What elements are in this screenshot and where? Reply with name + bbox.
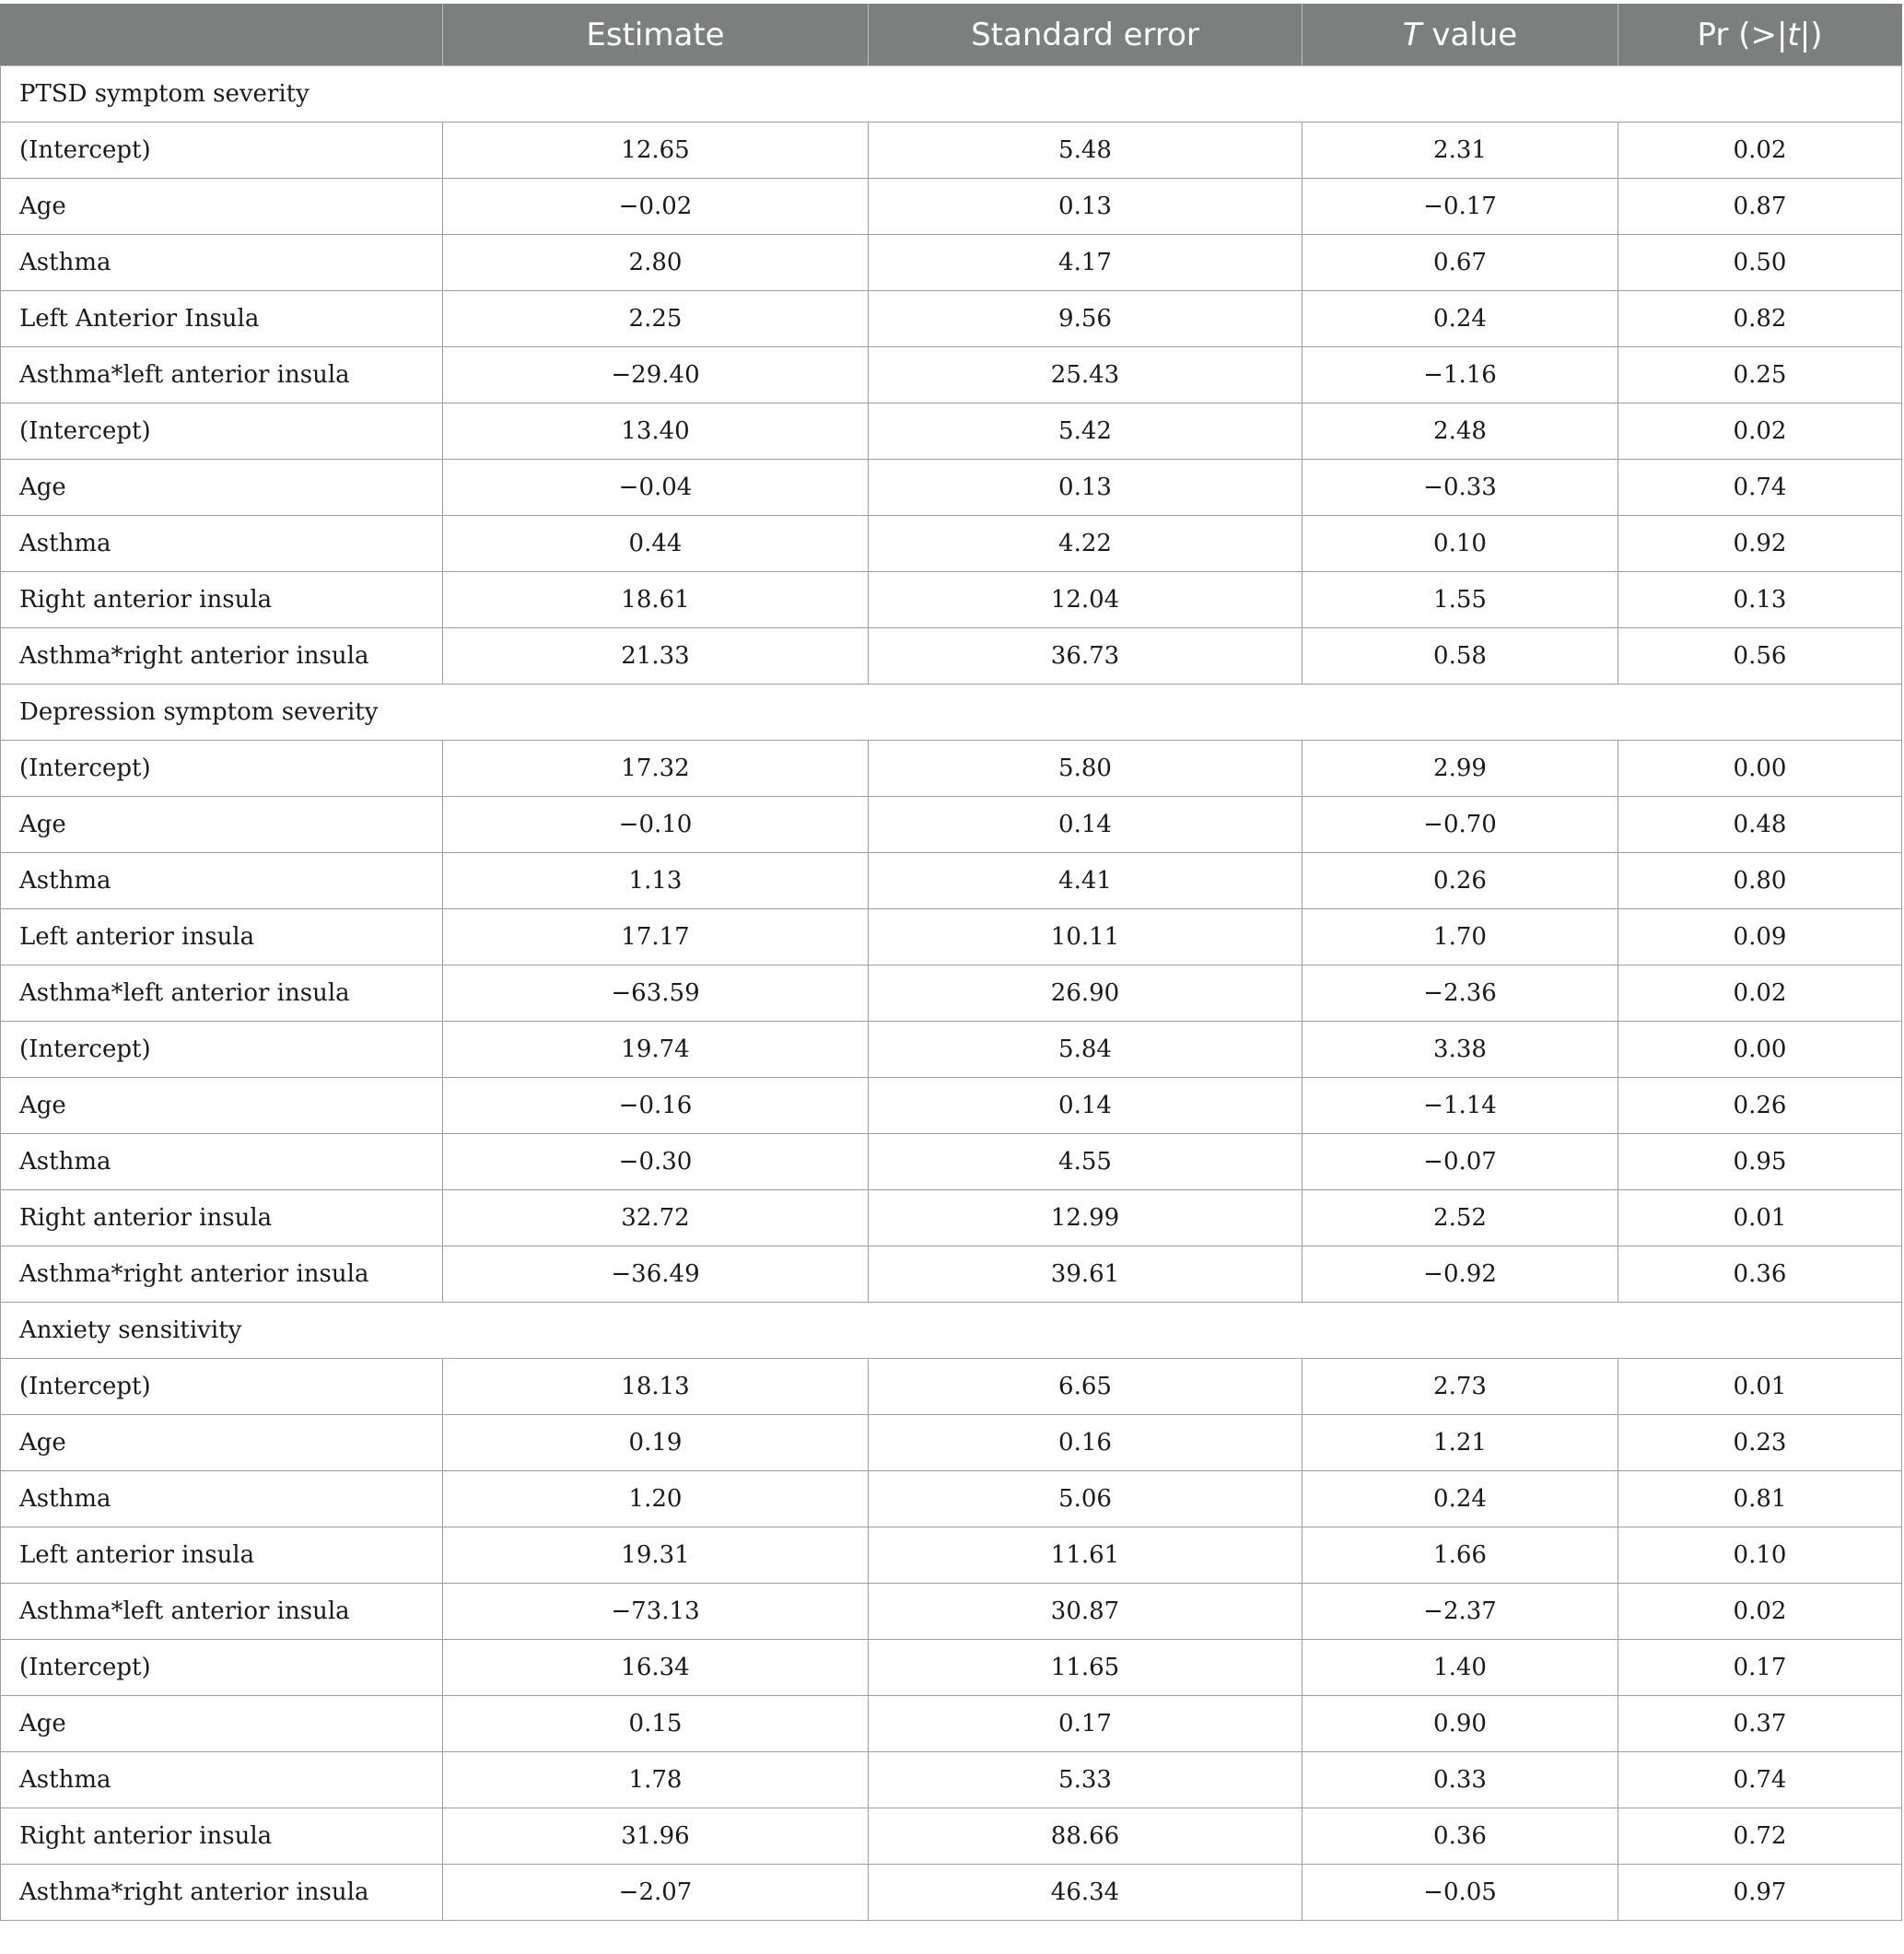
p-value-cell: 0.02 bbox=[1618, 123, 1902, 179]
standard-error-cell: 5.84 bbox=[869, 1022, 1302, 1078]
table-row bbox=[1, 797, 1902, 853]
row-label: Age bbox=[1, 179, 443, 235]
estimate-cell: 19.31 bbox=[443, 1527, 869, 1584]
estimate-cell: 0.15 bbox=[443, 1696, 869, 1752]
standard-error-cell: 4.22 bbox=[869, 516, 1302, 572]
section-title: Depression symptom severity bbox=[1, 684, 1902, 741]
row-label: Right anterior insula bbox=[1, 1190, 443, 1246]
row-label: Asthma*left anterior insula bbox=[1, 965, 443, 1022]
header-standard-error: Standard error bbox=[869, 4, 1302, 66]
estimate-cell: 18.61 bbox=[443, 572, 869, 628]
section-header-row bbox=[1, 66, 1902, 123]
table-row bbox=[1, 1527, 1902, 1584]
regression-results-table bbox=[0, 4, 1902, 1921]
table-row bbox=[1, 572, 1902, 628]
p-value-cell: 0.36 bbox=[1618, 1246, 1902, 1303]
row-label: Left anterior insula bbox=[1, 909, 443, 965]
row-label: Age bbox=[1, 797, 443, 853]
row-label: Asthma bbox=[1, 1752, 443, 1808]
estimate-cell: 17.32 bbox=[443, 741, 869, 797]
row-label: (Intercept) bbox=[1, 1359, 443, 1415]
table-row bbox=[1, 1808, 1902, 1865]
p-value-cell: 0.97 bbox=[1618, 1865, 1902, 1921]
t-value-cell: 3.38 bbox=[1302, 1022, 1618, 1078]
standard-error-cell: 36.73 bbox=[869, 628, 1302, 684]
p-value-cell: 0.25 bbox=[1618, 347, 1902, 404]
table-row bbox=[1, 1696, 1902, 1752]
estimate-cell: 2.25 bbox=[443, 291, 869, 347]
table-row bbox=[1, 628, 1902, 684]
estimate-cell: −0.10 bbox=[443, 797, 869, 853]
p-value-cell: 0.23 bbox=[1618, 1415, 1902, 1471]
estimate-cell: 0.44 bbox=[443, 516, 869, 572]
estimate-cell: 19.74 bbox=[443, 1022, 869, 1078]
section-title: PTSD symptom severity bbox=[1, 66, 1902, 123]
table-row bbox=[1, 741, 1902, 797]
header-estimate: Estimate bbox=[443, 4, 869, 66]
t-value-cell: −2.37 bbox=[1302, 1584, 1618, 1640]
t-value-cell: −0.05 bbox=[1302, 1865, 1618, 1921]
row-label: Age bbox=[1, 1415, 443, 1471]
table-row bbox=[1, 1415, 1902, 1471]
table-row bbox=[1, 123, 1902, 179]
standard-error-cell: 4.41 bbox=[869, 853, 1302, 909]
standard-error-cell: 46.34 bbox=[869, 1865, 1302, 1921]
estimate-cell: 1.13 bbox=[443, 853, 869, 909]
p-value-cell: 0.13 bbox=[1618, 572, 1902, 628]
estimate-cell: 21.33 bbox=[443, 628, 869, 684]
standard-error-cell: 5.80 bbox=[869, 741, 1302, 797]
t-value-cell: −2.36 bbox=[1302, 965, 1618, 1022]
table-row bbox=[1, 1471, 1902, 1527]
row-label: Right anterior insula bbox=[1, 1808, 443, 1865]
row-label: Asthma bbox=[1, 1134, 443, 1190]
table-row bbox=[1, 1865, 1902, 1921]
p-value-cell: 0.72 bbox=[1618, 1808, 1902, 1865]
standard-error-cell: 12.04 bbox=[869, 572, 1302, 628]
standard-error-cell: 0.17 bbox=[869, 1696, 1302, 1752]
standard-error-cell: 11.61 bbox=[869, 1527, 1302, 1584]
t-value-cell: 2.99 bbox=[1302, 741, 1618, 797]
table-row bbox=[1, 1022, 1902, 1078]
row-label: Asthma*right anterior insula bbox=[1, 1865, 443, 1921]
row-label: Asthma bbox=[1, 1471, 443, 1527]
row-label: Left anterior insula bbox=[1, 1527, 443, 1584]
p-value-cell: 0.81 bbox=[1618, 1471, 1902, 1527]
p-value-cell: 0.10 bbox=[1618, 1527, 1902, 1584]
row-label: Age bbox=[1, 1696, 443, 1752]
standard-error-cell: 0.13 bbox=[869, 460, 1302, 516]
standard-error-cell: 4.17 bbox=[869, 235, 1302, 291]
t-value-cell: 2.52 bbox=[1302, 1190, 1618, 1246]
t-value-cell: −1.14 bbox=[1302, 1078, 1618, 1134]
standard-error-cell: 0.16 bbox=[869, 1415, 1302, 1471]
table-row bbox=[1, 1584, 1902, 1640]
t-value-cell: 0.67 bbox=[1302, 235, 1618, 291]
section-header-row bbox=[1, 684, 1902, 741]
t-value-cell: 0.26 bbox=[1302, 853, 1618, 909]
t-value-cell: 1.40 bbox=[1302, 1640, 1618, 1696]
standard-error-cell: 9.56 bbox=[869, 291, 1302, 347]
header-t-value bbox=[1302, 4, 1618, 66]
table-row bbox=[1, 347, 1902, 404]
p-value-cell: 0.00 bbox=[1618, 1022, 1902, 1078]
estimate-cell: −0.30 bbox=[443, 1134, 869, 1190]
p-value-cell: 0.56 bbox=[1618, 628, 1902, 684]
estimate-cell: 2.80 bbox=[443, 235, 869, 291]
p-value-cell: 0.74 bbox=[1618, 1752, 1902, 1808]
estimate-cell: −0.16 bbox=[443, 1078, 869, 1134]
p-value-cell: 0.02 bbox=[1618, 404, 1902, 460]
p-value-cell: 0.87 bbox=[1618, 179, 1902, 235]
table-row bbox=[1, 1078, 1902, 1134]
estimate-cell: 31.96 bbox=[443, 1808, 869, 1865]
row-label: Asthma*left anterior insula bbox=[1, 1584, 443, 1640]
t-value-cell: −0.70 bbox=[1302, 797, 1618, 853]
estimate-cell: 17.17 bbox=[443, 909, 869, 965]
standard-error-cell: 10.11 bbox=[869, 909, 1302, 965]
estimate-cell: 1.20 bbox=[443, 1471, 869, 1527]
row-label: (Intercept) bbox=[1, 741, 443, 797]
estimate-cell: −2.07 bbox=[443, 1865, 869, 1921]
p-value-cell: 0.50 bbox=[1618, 235, 1902, 291]
row-label: (Intercept) bbox=[1, 1022, 443, 1078]
standard-error-cell: 0.13 bbox=[869, 179, 1302, 235]
header-p-value bbox=[1618, 4, 1902, 66]
table-row bbox=[1, 1246, 1902, 1303]
estimate-cell: −73.13 bbox=[443, 1584, 869, 1640]
row-label: (Intercept) bbox=[1, 123, 443, 179]
t-value-cell: 0.24 bbox=[1302, 1471, 1618, 1527]
standard-error-cell: 25.43 bbox=[869, 347, 1302, 404]
standard-error-cell: 30.87 bbox=[869, 1584, 1302, 1640]
standard-error-cell: 5.48 bbox=[869, 123, 1302, 179]
p-value-cell: 0.48 bbox=[1618, 797, 1902, 853]
p-value-cell: 0.80 bbox=[1618, 853, 1902, 909]
t-value-cell: 1.55 bbox=[1302, 572, 1618, 628]
row-label: Asthma*left anterior insula bbox=[1, 347, 443, 404]
t-value-cell: −0.33 bbox=[1302, 460, 1618, 516]
t-value-cell: −0.07 bbox=[1302, 1134, 1618, 1190]
table-row bbox=[1, 460, 1902, 516]
header-p-italic: t bbox=[1787, 16, 1800, 53]
section-header-row bbox=[1, 1303, 1902, 1359]
standard-error-cell: 88.66 bbox=[869, 1808, 1302, 1865]
header-label bbox=[1, 4, 443, 66]
table-row bbox=[1, 965, 1902, 1022]
standard-error-cell: 4.55 bbox=[869, 1134, 1302, 1190]
p-value-cell: 0.01 bbox=[1618, 1359, 1902, 1415]
row-label: Left Anterior Insula bbox=[1, 291, 443, 347]
estimate-cell: −29.40 bbox=[443, 347, 869, 404]
t-value-cell: 0.58 bbox=[1302, 628, 1618, 684]
p-value-cell: 0.02 bbox=[1618, 1584, 1902, 1640]
p-value-cell: 0.17 bbox=[1618, 1640, 1902, 1696]
table-row bbox=[1, 516, 1902, 572]
estimate-cell: 18.13 bbox=[443, 1359, 869, 1415]
standard-error-cell: 5.42 bbox=[869, 404, 1302, 460]
standard-error-cell: 26.90 bbox=[869, 965, 1302, 1022]
standard-error-cell: 11.65 bbox=[869, 1640, 1302, 1696]
header-p-prefix: Pr (>| bbox=[1697, 16, 1788, 53]
estimate-cell: 32.72 bbox=[443, 1190, 869, 1246]
table-header bbox=[1, 4, 1902, 66]
estimate-cell: 1.78 bbox=[443, 1752, 869, 1808]
p-value-cell: 0.09 bbox=[1618, 909, 1902, 965]
table-body bbox=[1, 66, 1902, 1921]
p-value-cell: 0.74 bbox=[1618, 460, 1902, 516]
t-value-cell: 1.21 bbox=[1302, 1415, 1618, 1471]
standard-error-cell: 0.14 bbox=[869, 797, 1302, 853]
row-label: Age bbox=[1, 460, 443, 516]
t-value-cell: 1.70 bbox=[1302, 909, 1618, 965]
table-row bbox=[1, 1190, 1902, 1246]
table-row bbox=[1, 235, 1902, 291]
table-row bbox=[1, 1359, 1902, 1415]
table-row bbox=[1, 404, 1902, 460]
row-label: Asthma bbox=[1, 235, 443, 291]
table-row bbox=[1, 291, 1902, 347]
standard-error-cell: 6.65 bbox=[869, 1359, 1302, 1415]
table-row bbox=[1, 179, 1902, 235]
table-row bbox=[1, 1752, 1902, 1808]
p-value-cell: 0.00 bbox=[1618, 741, 1902, 797]
t-value-cell: 2.31 bbox=[1302, 123, 1618, 179]
header-t-value-text: value bbox=[1421, 16, 1518, 53]
header-p-suffix: |) bbox=[1799, 16, 1823, 53]
estimate-cell: 16.34 bbox=[443, 1640, 869, 1696]
row-label: Asthma*right anterior insula bbox=[1, 628, 443, 684]
header-t-value-italic: T bbox=[1402, 16, 1422, 53]
estimate-cell: 12.65 bbox=[443, 123, 869, 179]
standard-error-cell: 39.61 bbox=[869, 1246, 1302, 1303]
row-label: Right anterior insula bbox=[1, 572, 443, 628]
estimate-cell: −63.59 bbox=[443, 965, 869, 1022]
standard-error-cell: 5.33 bbox=[869, 1752, 1302, 1808]
t-value-cell: 0.90 bbox=[1302, 1696, 1618, 1752]
p-value-cell: 0.37 bbox=[1618, 1696, 1902, 1752]
p-value-cell: 0.92 bbox=[1618, 516, 1902, 572]
standard-error-cell: 0.14 bbox=[869, 1078, 1302, 1134]
table-row bbox=[1, 1640, 1902, 1696]
p-value-cell: 0.95 bbox=[1618, 1134, 1902, 1190]
p-value-cell: 0.26 bbox=[1618, 1078, 1902, 1134]
t-value-cell: 0.36 bbox=[1302, 1808, 1618, 1865]
row-label: Asthma bbox=[1, 853, 443, 909]
estimate-cell: −0.04 bbox=[443, 460, 869, 516]
row-label: Age bbox=[1, 1078, 443, 1134]
t-value-cell: 1.66 bbox=[1302, 1527, 1618, 1584]
table-row bbox=[1, 1134, 1902, 1190]
estimate-cell: 0.19 bbox=[443, 1415, 869, 1471]
standard-error-cell: 12.99 bbox=[869, 1190, 1302, 1246]
t-value-cell: 0.24 bbox=[1302, 291, 1618, 347]
row-label: Asthma*right anterior insula bbox=[1, 1246, 443, 1303]
table-row bbox=[1, 909, 1902, 965]
row-label: (Intercept) bbox=[1, 1640, 443, 1696]
standard-error-cell: 5.06 bbox=[869, 1471, 1302, 1527]
table-row bbox=[1, 853, 1902, 909]
estimate-cell: −0.02 bbox=[443, 179, 869, 235]
p-value-cell: 0.02 bbox=[1618, 965, 1902, 1022]
t-value-cell: 0.10 bbox=[1302, 516, 1618, 572]
section-title: Anxiety sensitivity bbox=[1, 1303, 1902, 1359]
t-value-cell: −0.92 bbox=[1302, 1246, 1618, 1303]
p-value-cell: 0.82 bbox=[1618, 291, 1902, 347]
t-value-cell: 2.48 bbox=[1302, 404, 1618, 460]
row-label: Asthma bbox=[1, 516, 443, 572]
t-value-cell: −0.17 bbox=[1302, 179, 1618, 235]
row-label: (Intercept) bbox=[1, 404, 443, 460]
t-value-cell: 2.73 bbox=[1302, 1359, 1618, 1415]
t-value-cell: 0.33 bbox=[1302, 1752, 1618, 1808]
estimate-cell: 13.40 bbox=[443, 404, 869, 460]
t-value-cell: −1.16 bbox=[1302, 347, 1618, 404]
p-value-cell: 0.01 bbox=[1618, 1190, 1902, 1246]
header-row bbox=[1, 4, 1902, 66]
estimate-cell: −36.49 bbox=[443, 1246, 869, 1303]
